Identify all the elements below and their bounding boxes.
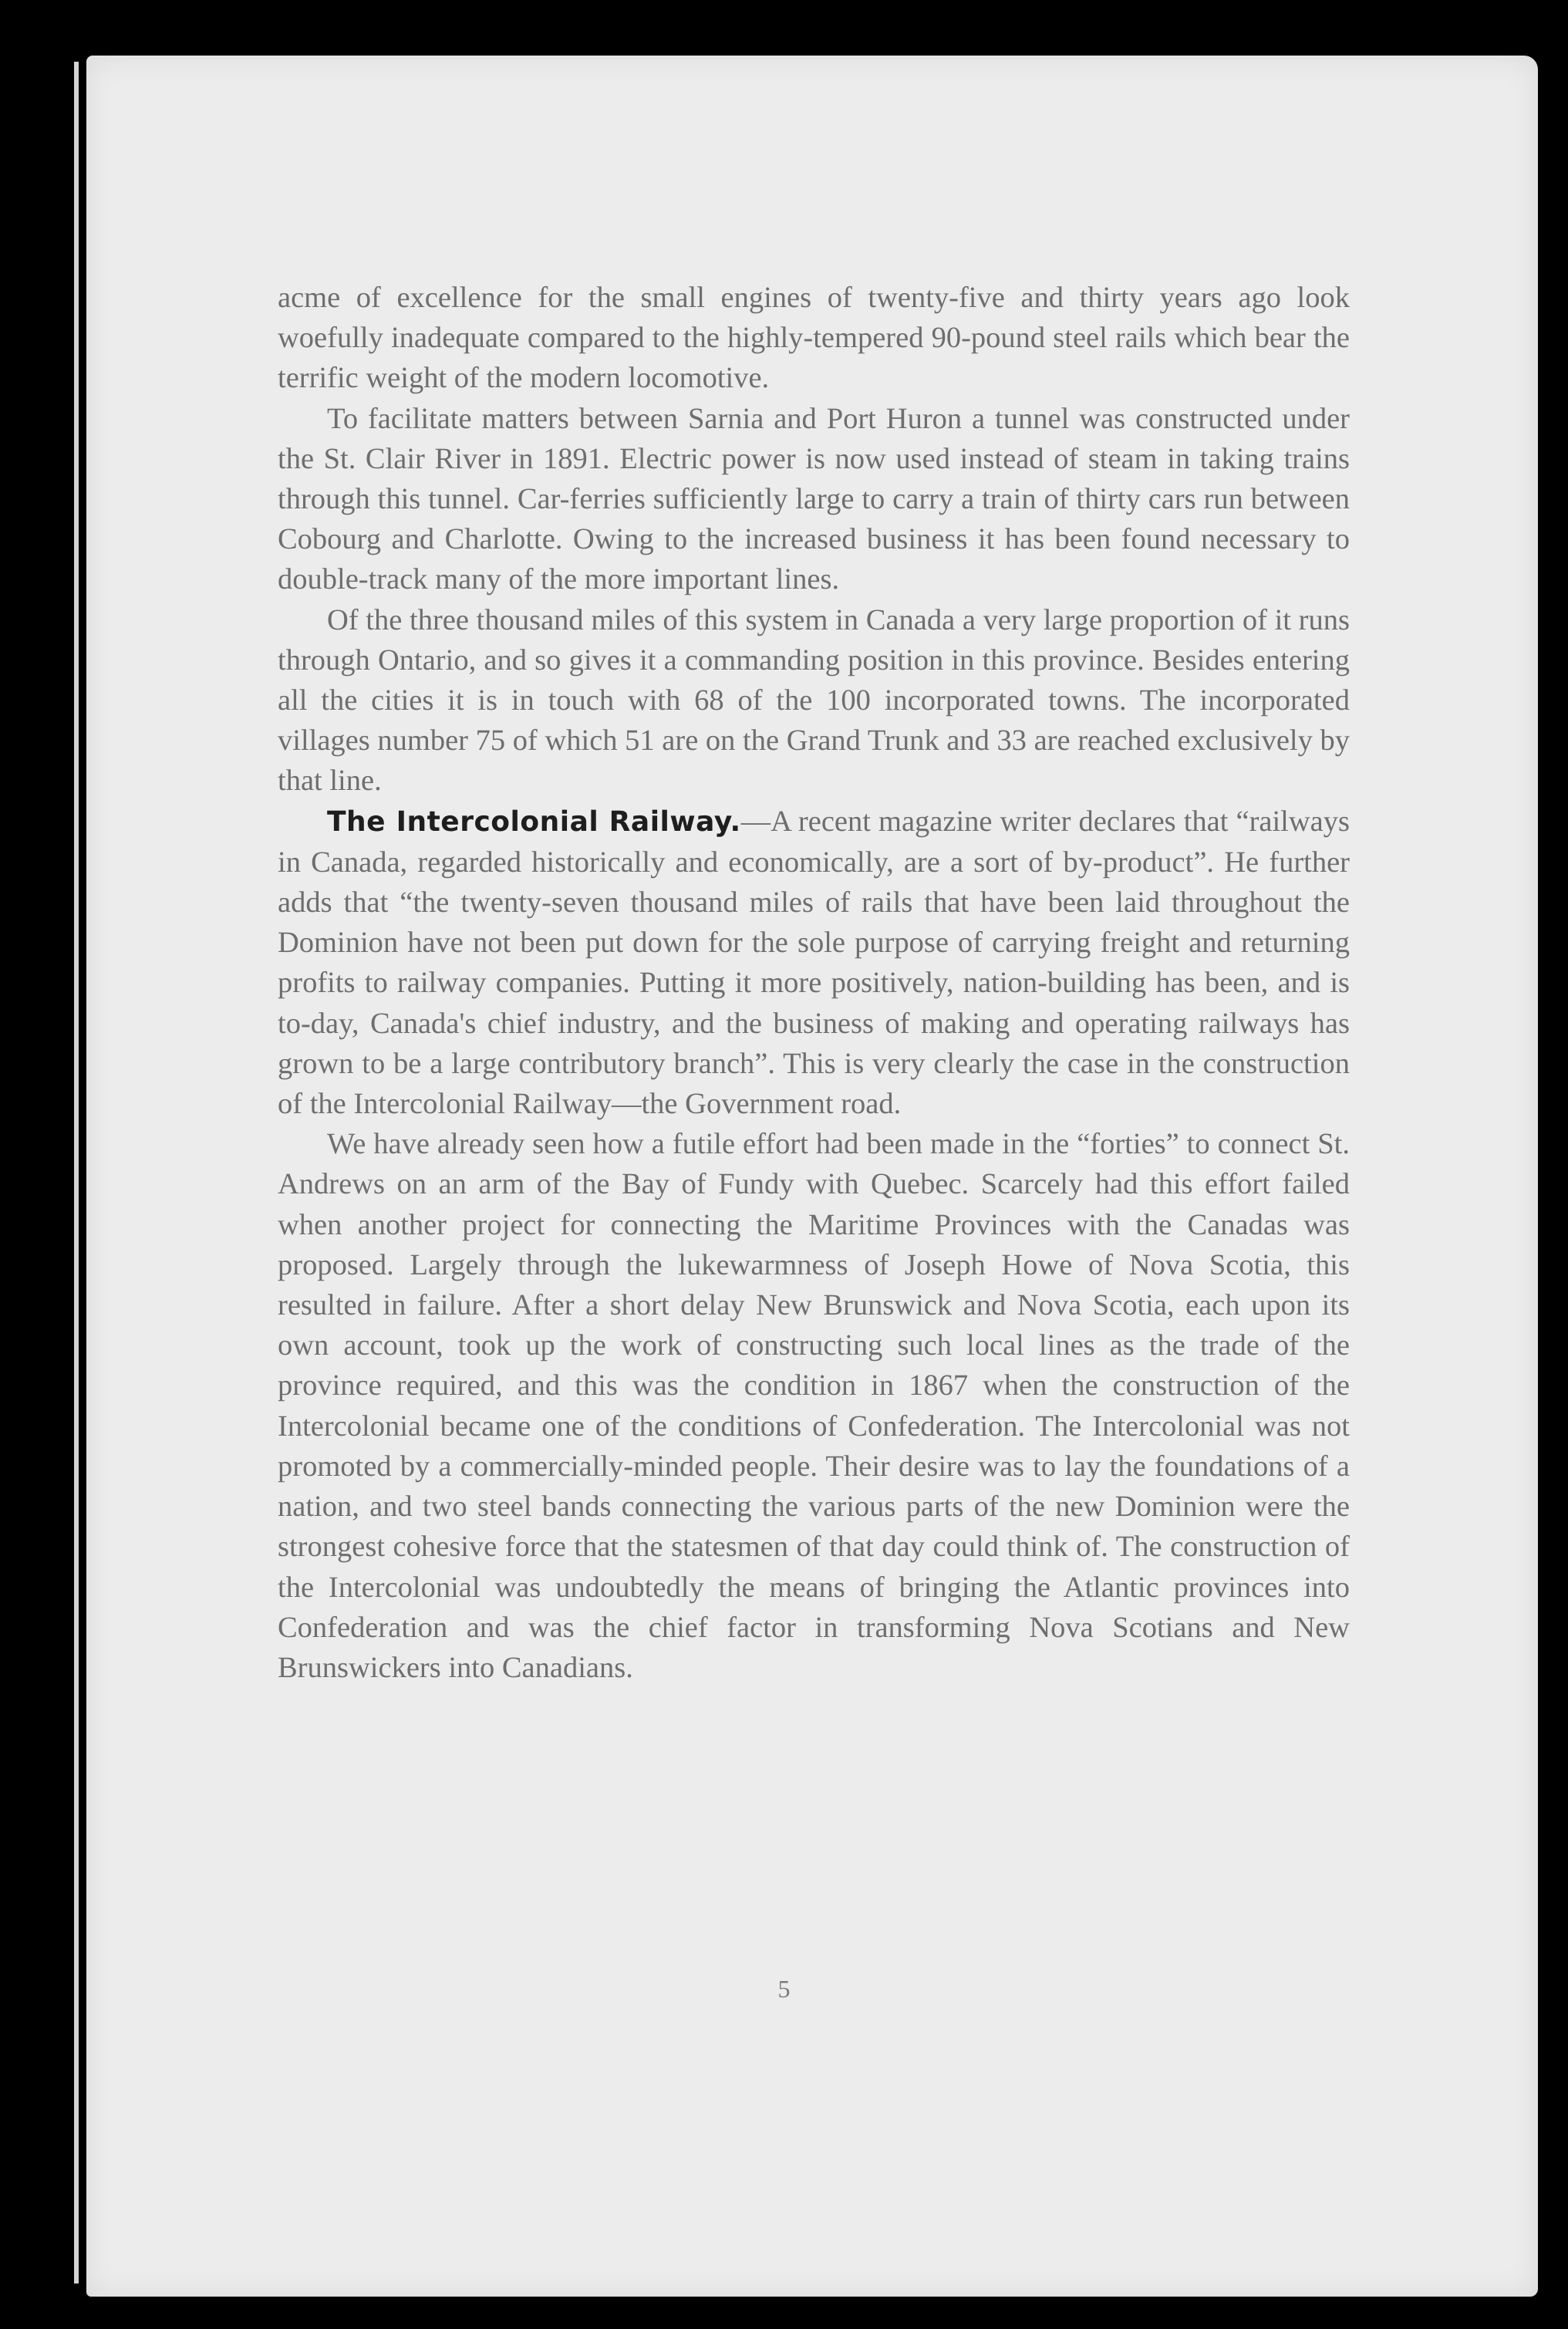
section-intro-text: —A recent magazine writer declares that “railways in Canada, regarded historically and economically, are a sort of by-product”. He further adds that “the twenty-seven thousand miles of rails that have been laid throughout the Dominion have not been put down for the sole purpose of carrying freight and returning profits to railway companies. Putting it more positively, nation-building has been, and is to-day, Canada's chief industry, and the business of making and operating railways has grown to be a large contributory branch”. This is very clearly the case in the construction of the Intercolonial Railway—the Government road. — [278, 805, 1351, 1121]
paragraph-continued: acme of excellence for the small engines of twenty-five and thirty years ago look woefully inadequate compared to the highly-tempered 90-pound steel rails which bear the terrific weight of the modern locomotive. — [278, 282, 1350, 395]
paragraph-intercolonial-history: We have already seen how a futile effort had been made in the “forties” to connect St. Andrews on an arm of the Bay of Fundy with Quebec. Scarcely had this effort failed when another project for connecting the Maritime Provinces with the Canadas was proposed. Largely through the lukewarmness of Joseph Howe of Nova Scotia, this resulted in failure. After a short delay New Brunswick and Nova Scotia, each upon its own account, took up the work of constructing such local lines as the trade of the province required, and this was the condition in 1867 when the construction of the Intercolonial became one of the conditions of Confederation. The Intercolonial was not promoted by a commercially-minded people. Their desire was to lay the foundations of a nation, and two steel bands connecting the various parts of the new Dominion were the strongest cohesive force that the statesmen of that day could think of. The construction of the Intercolonial was undoubtedly the means of bringing the Atlantic provinces into Confederation and was the chief factor in transforming Nova Scotians and New Brunswickers into Canadians. — [278, 1128, 1350, 1684]
page-number: 5 — [777, 1975, 791, 2003]
section-heading: The Intercolonial Railway. — [327, 805, 741, 838]
body-text — [278, 278, 1350, 1688]
paragraph-sarnia-tunnel: To facilitate matters between Sarnia and Port Huron a tunnel was constructed under the St. Clair River in 1891. Electric power is now used instead of steam in taking trains through this tunnel. Car-ferries sufficiently large to carry a train of thirty cars run between Cobourg and Charlotte. Owing to the increased business it has been found necessary to double-track many of the more important lines. — [278, 402, 1350, 596]
paragraph-intercolonial-intro — [278, 802, 1350, 1125]
facing-page-edge — [74, 62, 79, 2283]
paragraph-ontario-system: Of the three thousand miles of this system in Canada a very large proportion of it runs through Ontario, and so gives it a commanding position in this province. Besides entering all the cities it is in touch with 68 of the 100 incorporated towns. The incorporated villages number 75 of which 51 are on the Grand Trunk and 33 are reached exclusively by that line. — [278, 603, 1350, 798]
